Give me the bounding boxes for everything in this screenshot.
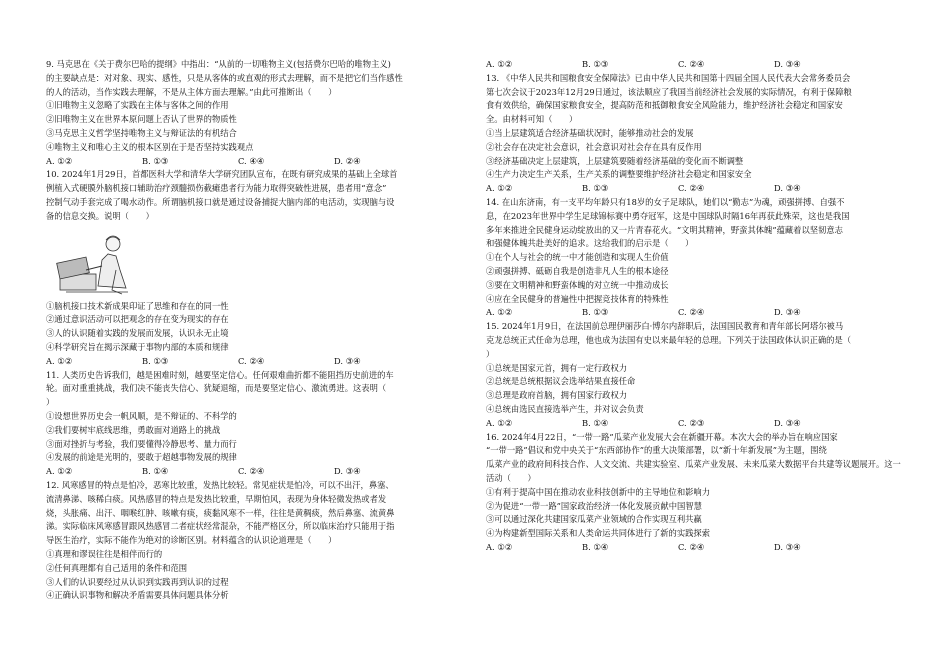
q13-options (486, 182, 906, 196)
q14-item-1: ①在个人与社会的统一中才能创造和实现人生价值 (486, 252, 669, 263)
q15-option-b[interactable]: B. ①④ (582, 417, 609, 428)
q16-item-4: ④为构建新型国际关系和人类命运共同体进行了新的实践探索 (486, 528, 711, 539)
question-13-line-2: 第七次会议于2023年12月29日通过，该法顺应了我国当前经济社会发展的实际情况，有利于保障粮 (486, 86, 852, 97)
question-10-line-2: 例植入式硬膜外脑机接口辅助治疗颈髓损伤截瘫患者行为能力取得突破性进展，患者用“意念” (46, 183, 387, 194)
q14-item-3: ③要在文明精神和野蛮体魄的对立统一中推动成长 (486, 279, 669, 290)
q12-options (486, 58, 906, 72)
q9-item-3: ③马克思主义哲学坚持唯物主义与辩证法的有机结合 (46, 127, 237, 138)
question-14-line-2: 息，在2023年世界中学生足球锦标赛中勇夺冠军，这是中国球队时隔16年再获此殊荣，这也是我国 (486, 210, 850, 221)
q11-item-4: ④发展的前途是光明的，要敢于超越事物发展的规律 (46, 452, 237, 463)
q9-item-1: ①旧唯物主义忽略了实践在主体与客体之间的作用 (46, 100, 229, 111)
q16-item-2: ②为促进“一带一路”国家政治经济一体化发展贡献中国智慧 (486, 500, 702, 511)
question-16-line-1: 16. 2024年4月22日，“一带一路”瓜菜产业发展大会在新疆开幕。本次大会的举办旨在响应国家 (486, 431, 838, 442)
question-13-line-1: 13. 《中华人民共和国粮食安全保障法》已由中华人民共和国第十四届全国人民代表大会常务委员会 (486, 72, 851, 83)
q11-option-a[interactable]: A. ①② (46, 466, 73, 477)
q14-option-d[interactable]: D. ③④ (774, 307, 801, 318)
question-16-line-3: 瓜菜产业的政府间科技合作、人文交流、共建实验室、瓜菜产业发展、未来瓜菜大数据平台共建等议题展开。这一 (486, 459, 901, 470)
question-15-line-2: 克龙总统正式任命为总理，他也成为法国有史以来最年轻的总理。下列关于法国政体认识正确的是（ (486, 334, 852, 345)
q13-item-3: ③经济基础决定上层建筑，上层建筑要随着经济基础的变化而不断调整 (486, 155, 744, 166)
right-column (486, 58, 906, 555)
q16-options (486, 541, 906, 555)
question-11-line-1: 11. 人类历史告诉我们，越是困难时刻，越要坚定信心。任何艰难曲折都不能阻挡历史前进的车 (46, 369, 394, 380)
q10-option-b[interactable]: B. ①③ (142, 355, 169, 366)
q15-item-4: ④总统由选民直接选举产生，并对议会负责 (486, 403, 644, 414)
q10-option-d[interactable]: D. ③④ (334, 355, 361, 366)
question-16-line-4: 活动（ ） (486, 472, 536, 483)
q10-option-a[interactable]: A. ①② (46, 355, 73, 366)
q9-option-b[interactable]: B. ①③ (142, 155, 169, 166)
q11-option-d[interactable]: D. ③④ (334, 466, 361, 477)
q9-options (46, 155, 466, 169)
q9-option-a[interactable]: A. ①② (46, 155, 73, 166)
q9-item-2: ②旧唯物主义在世界本原问题上否认了世界的物质性 (46, 114, 237, 125)
q10-item-3: ③人的认识随着实践的发展而发展，认识永无止境 (46, 328, 229, 339)
question-10-line-3: 控制气动手套完成了喝水动作。所谓脑机接口就是通过设备捕捉大脑内部的电活动，实现脑与设 (46, 196, 395, 207)
q10-option-c[interactable]: C. ②④ (238, 355, 265, 366)
q12-option-b[interactable]: B. ①③ (582, 59, 609, 69)
question-15-line-1: 15. 2024年1月9日，在法国前总理伊丽莎白·博尔内辞职后，法国国民教育和青年部长阿塔尔被马 (486, 321, 844, 332)
question-12-line-5: 导医生治疗，实际不能作为绝对的诊断区别。材料蕴含的认识论道理是（ ） (46, 535, 337, 546)
q10-item-4: ④科学研究旨在揭示深藏于事物内部的本质和规律 (46, 341, 229, 352)
q13-item-1: ①当上层建筑适合经济基础状况时，能够推动社会的发展 (486, 127, 694, 138)
question-10-line-1: 10. 2024年1月29日，首都医科大学和清华大学研究团队宣布，在既有研究成果的基础上全球首 (46, 169, 398, 180)
q15-option-a[interactable]: A. ①② (486, 417, 513, 428)
patient-brain-interface-illustration (56, 226, 136, 298)
question-12-line-1: 12. 风寒感冒的特点是怕冷，恶寒比较重，发热比较轻。常见症状是怕冷，可以不出汗，鼻塞、 (46, 479, 394, 490)
q10-item-2: ②通过意识活动可以把观念的存在变为现实的存在 (46, 314, 229, 325)
q9-option-c[interactable]: C. ④④ (238, 155, 265, 166)
question-10-line-4: 备的信息交换。说明（ ） (46, 210, 154, 221)
question-12-line-3: 烧，头胀痛、出汗、咽喉红肿、咳嗽有痰，痰黏风寒不一样，往往是黄稠痰，然后鼻塞、流黄鼻 (46, 507, 395, 518)
q16-item-3: ③可以通过深化共建国家瓜菜产业领域的合作实现互利共赢 (486, 514, 702, 525)
q11-option-b[interactable]: B. ①④ (142, 466, 169, 477)
q12-option-c[interactable]: C. ②④ (678, 59, 705, 69)
q15-item-1: ①总统是国家元首，拥有一定行政权力 (486, 362, 628, 373)
q12-option-a[interactable]: A. ①② (486, 59, 513, 69)
question-16-line-2: “一带一路”倡议和党中央关于“东西部协作”的重大决策部署，以“新十年新发展”为主题，围绕 (486, 445, 827, 456)
question-13-line-4: 全。由材料可知（ ） (486, 114, 578, 125)
q10-options (46, 355, 466, 369)
q14-option-b[interactable]: B. ①③ (582, 307, 609, 318)
question-11-line-2: 轮。面对重重挑战，我们决不能丧失信心、犹疑退缩，而是要坚定信心、激流勇进。这表明（ (46, 383, 387, 394)
q13-item-4: ④生产力决定生产关系，生产关系的调整要维护经济社会稳定和国家安全 (486, 169, 752, 180)
q13-option-a[interactable]: A. ①② (486, 183, 513, 194)
q15-options (486, 417, 906, 431)
question-9-line-2: 的主要缺点是：对对象、现实、感性，只是从客体的或直观的形式去理解，而不是把它们当作感性 (46, 72, 403, 83)
q13-option-d[interactable]: D. ③④ (774, 183, 801, 194)
q14-option-c[interactable]: C. ②④ (678, 307, 705, 318)
q12-item-1: ①真理和谬误往往是相伴而行的 (46, 548, 163, 559)
q13-option-b[interactable]: B. ①③ (582, 183, 609, 194)
q16-option-c[interactable]: C. ②④ (678, 541, 705, 552)
q16-option-b[interactable]: B. ①④ (582, 541, 609, 552)
question-11-line-3: ） (46, 397, 55, 408)
q16-option-d[interactable]: D. ③④ (774, 541, 801, 552)
q15-option-d[interactable]: D. ③④ (774, 417, 801, 428)
q13-item-2: ②社会存在决定社会意识，社会意识对社会存在具有反作用 (486, 141, 702, 152)
q9-option-d[interactable]: D. ②④ (334, 155, 361, 166)
q12-item-3: ③人们的认识要经过从认识到实践再到认识的过程 (46, 576, 229, 587)
question-9-line-1: 9. 马克思在《关于费尔巴哈的提纲》中指出：“从前的一切唯物主义(包括费尔巴哈的唯物主义) (46, 59, 391, 69)
illustration-svg (56, 226, 136, 298)
left-column (46, 58, 466, 603)
q15-option-c[interactable]: C. ②③ (678, 417, 705, 428)
question-15-line-3: ） (486, 348, 495, 359)
q11-item-1: ①设想世界历史会一帆风顺，是不辩证的、不科学的 (46, 410, 237, 421)
question-9-line-3: 的人的活动，当作实践去理解，不是从主体方面去理解。”由此可推断出（ ） (46, 86, 337, 97)
question-12-line-4: 涕。实际临床风寒感冒跟风热感冒二者症状经常混杂，不能严格区分，所以临床治疗只能用于指 (46, 521, 395, 532)
q12-item-2: ②任何真理都有自己适用的条件和范围 (46, 562, 188, 573)
question-14-line-3: 多年来推进全民健身运动绽放出的又一片青春花火。“文明其精神，野蛮其体魄”蕴藏着以坚韧意志 (486, 224, 843, 235)
q14-options (486, 306, 906, 320)
q14-option-a[interactable]: A. ①② (486, 307, 513, 318)
q11-options (46, 465, 466, 479)
q9-item-4: ④唯物主义和唯心主义的根本区别在于是否坚持实践观点 (46, 141, 254, 152)
q15-item-3: ③总理是政府首脑，拥有国家行政权力 (486, 390, 628, 401)
question-14-line-1: 14. 在山东济南，有一支平均年龄只有18岁的女子足球队，她们以“勤志”为魂，顽强拼搏、自强不 (486, 196, 845, 207)
q11-option-c[interactable]: C. ②④ (238, 466, 265, 477)
q12-item-4: ④正确认识事物和解决矛盾需要具体问题具体分析 (46, 590, 229, 601)
q10-item-1: ①脑机接口技术新成果印证了思维和存在的同一性 (46, 300, 229, 311)
question-12-line-2: 流清鼻涕、咳稀白痰。风热感冒的特点是发热比较重，早期怕风，表现为身体轻微发热或者发 (46, 493, 387, 504)
question-13-line-3: 食有效供给，确保国家粮食安全，提高防范和抵御粮食安全风险能力，维护经济社会稳定和国家安 (486, 100, 843, 111)
q16-option-a[interactable]: A. ①② (486, 541, 513, 552)
q15-item-2: ②总统是总统根据议会选举结果直接任命 (486, 376, 636, 387)
q12-option-d[interactable]: D. ③④ (774, 59, 801, 69)
question-14-line-4: 和强健体魄共赴美好的追求。这给我们的启示是（ ） (486, 238, 694, 249)
q16-item-1: ①有利于提高中国在推动农业科技创新中的主导地位和影响力 (486, 486, 711, 497)
q14-item-4: ④应在全民健身的普遍性中把握竞技体育的特殊性 (486, 293, 669, 304)
q11-item-2: ②我们要树牢底线思维，勇敢面对道路上的挑战 (46, 424, 221, 435)
q13-option-c[interactable]: C. ②④ (678, 183, 705, 194)
q14-item-2: ②顽强拼搏、砥砺自我是创造非凡人生的根本途径 (486, 265, 669, 276)
q11-item-3: ③面对挫折与考验，我们要懂得冷静思考、量力而行 (46, 438, 237, 449)
